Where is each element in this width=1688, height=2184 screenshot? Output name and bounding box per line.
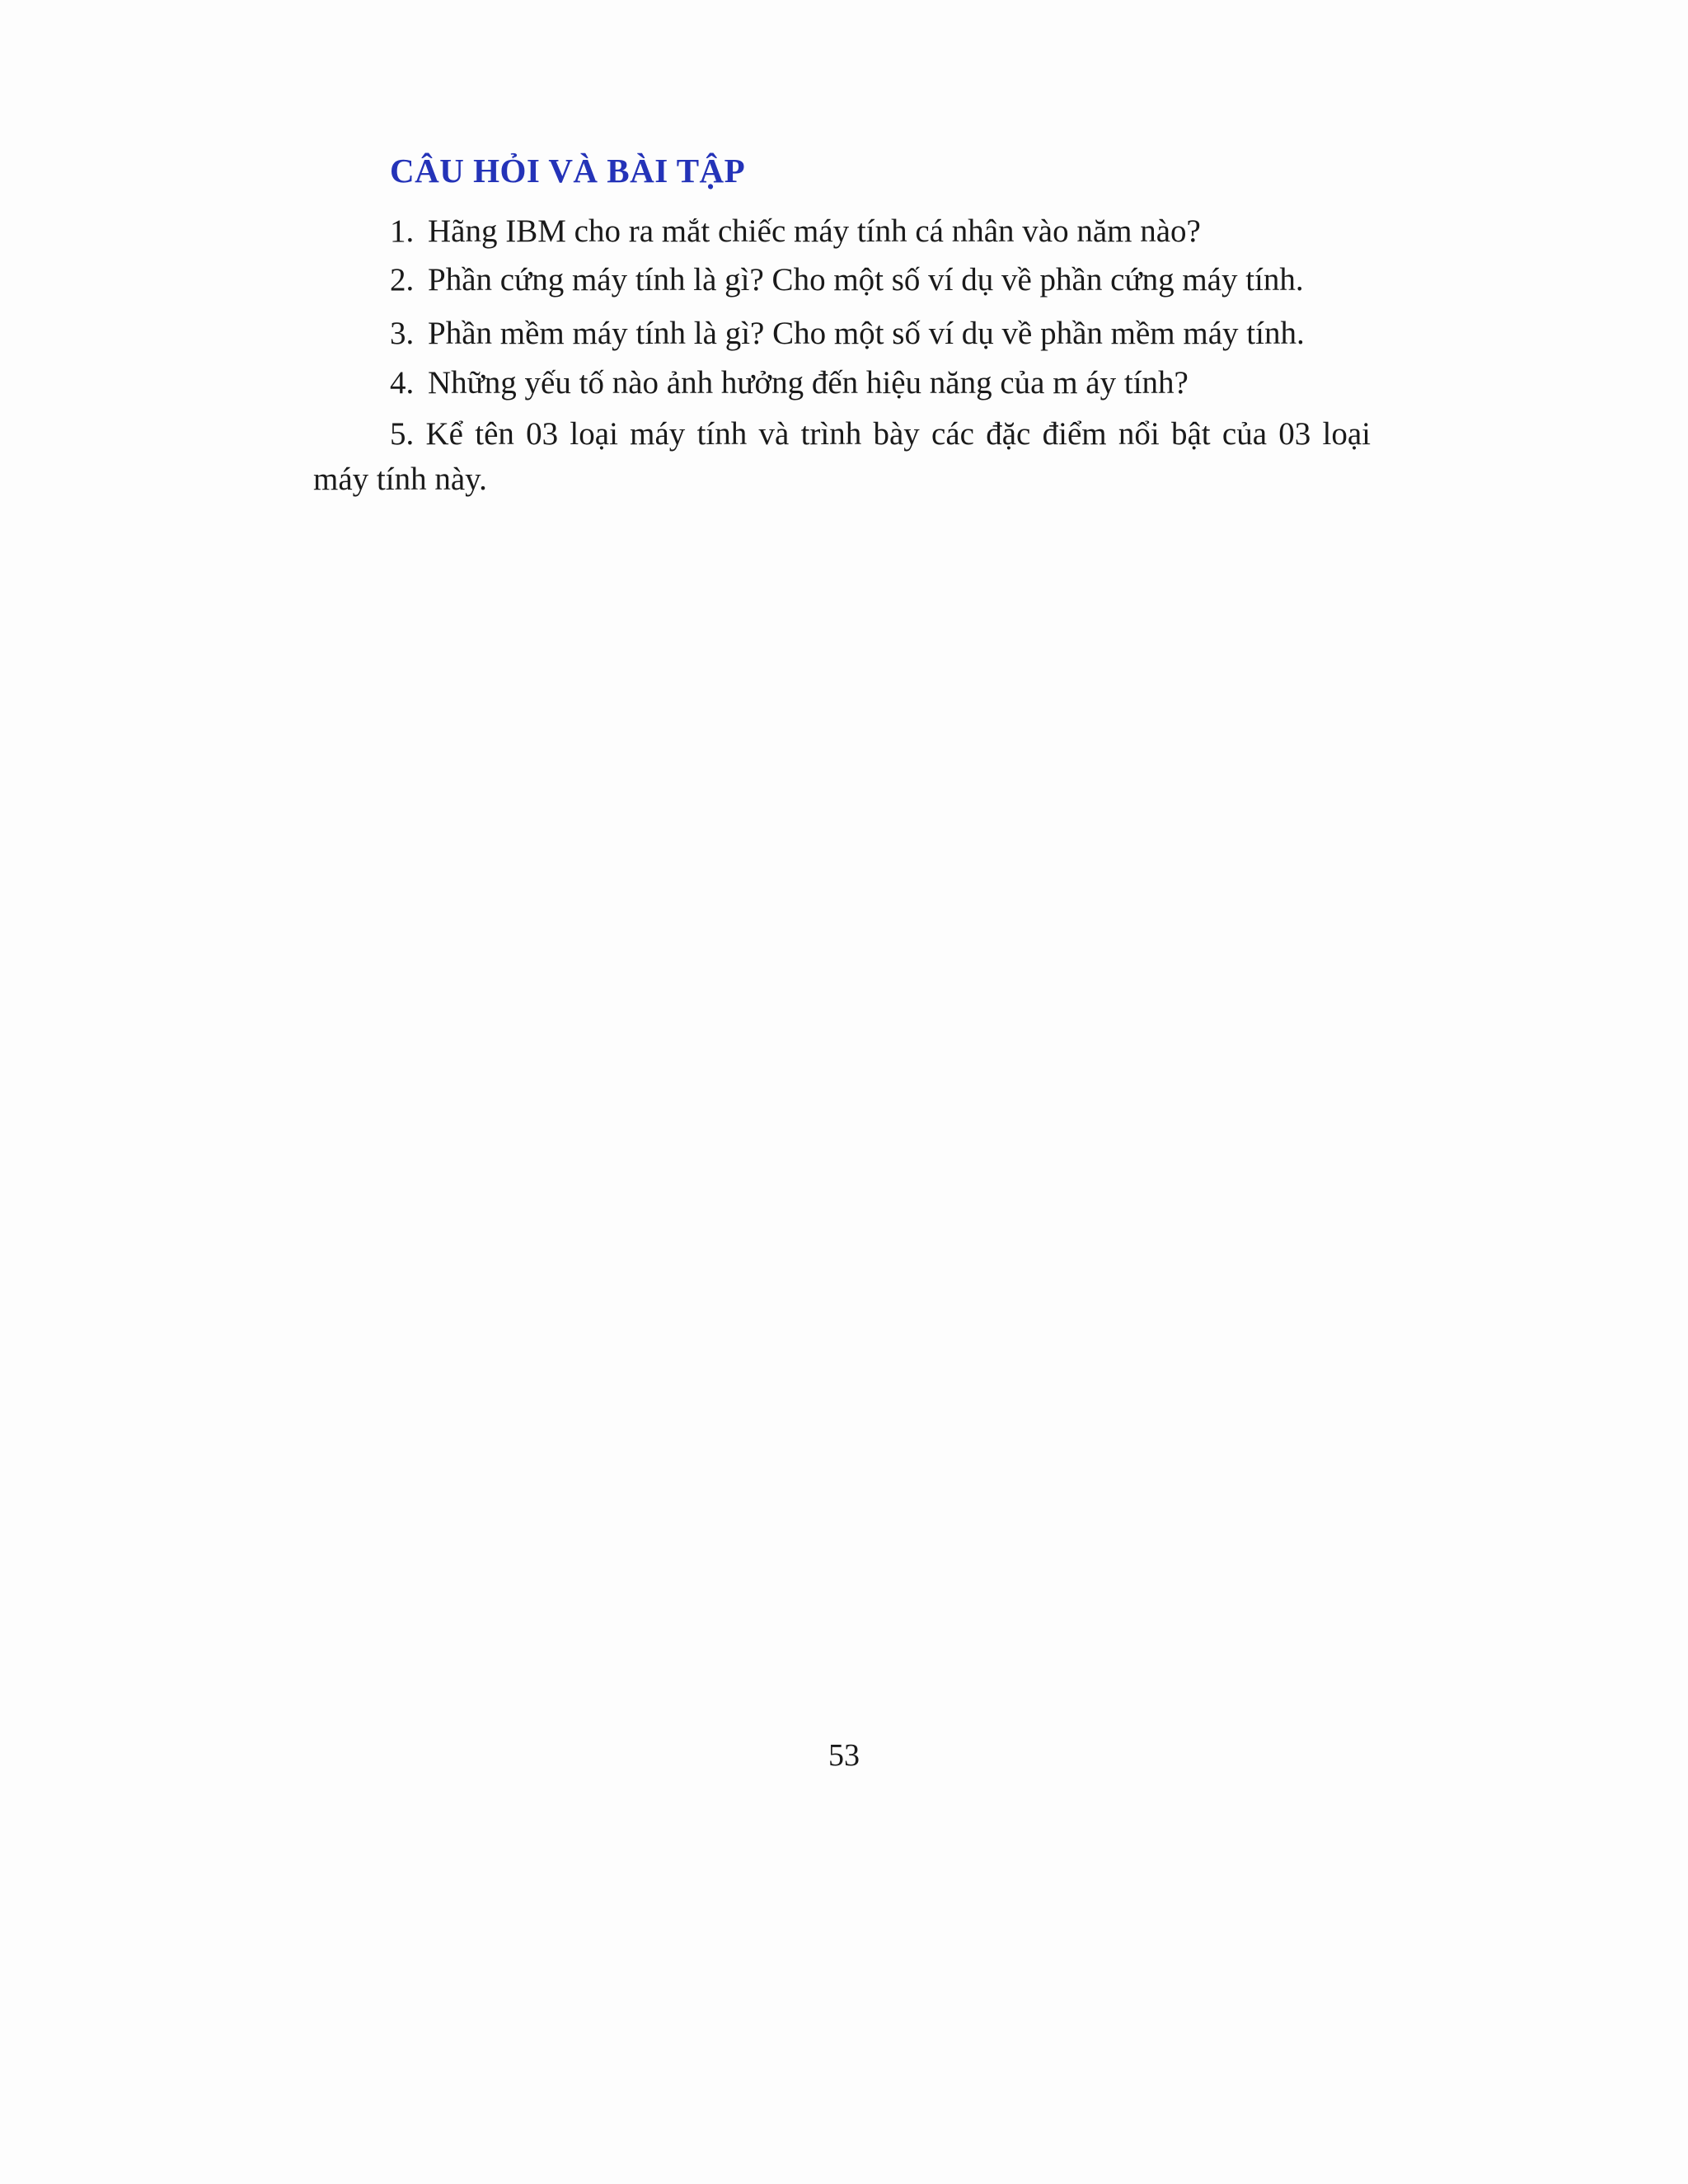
question-3: [390, 312, 1305, 355]
question-text: Phần cứng máy tính là gì? Cho một số ví dụ về phần cứng máy tính.: [428, 262, 1304, 298]
page-number: 53: [828, 1738, 860, 1773]
question-1: [390, 210, 1201, 253]
question-text: Kể tên 03 loại máy tính và trình bày các đặc điểm nổi bật của 03 loại máy tính này.: [313, 416, 1372, 497]
question-5: [313, 411, 1371, 502]
question-4: [390, 362, 1189, 405]
question-text: Phần mềm máy tính là gì? Cho một số ví dụ về phần mềm máy tính.: [428, 316, 1305, 351]
section-heading: CÂU HỎI VÀ BÀI TẬP: [390, 152, 746, 190]
question-text: Hãng IBM cho ra mắt chiếc máy tính cá nhân vào năm nào?: [428, 213, 1201, 249]
question-number: 1.: [390, 213, 415, 249]
question-number: 2.: [390, 262, 415, 298]
question-2: [390, 259, 1304, 302]
question-text: Những yếu tố nào ảnh hưởng đến hiệu năng của m áy tính?: [428, 365, 1189, 401]
question-number: 4.: [390, 365, 415, 401]
question-number: 5.: [390, 416, 415, 452]
question-number: 3.: [390, 316, 415, 351]
